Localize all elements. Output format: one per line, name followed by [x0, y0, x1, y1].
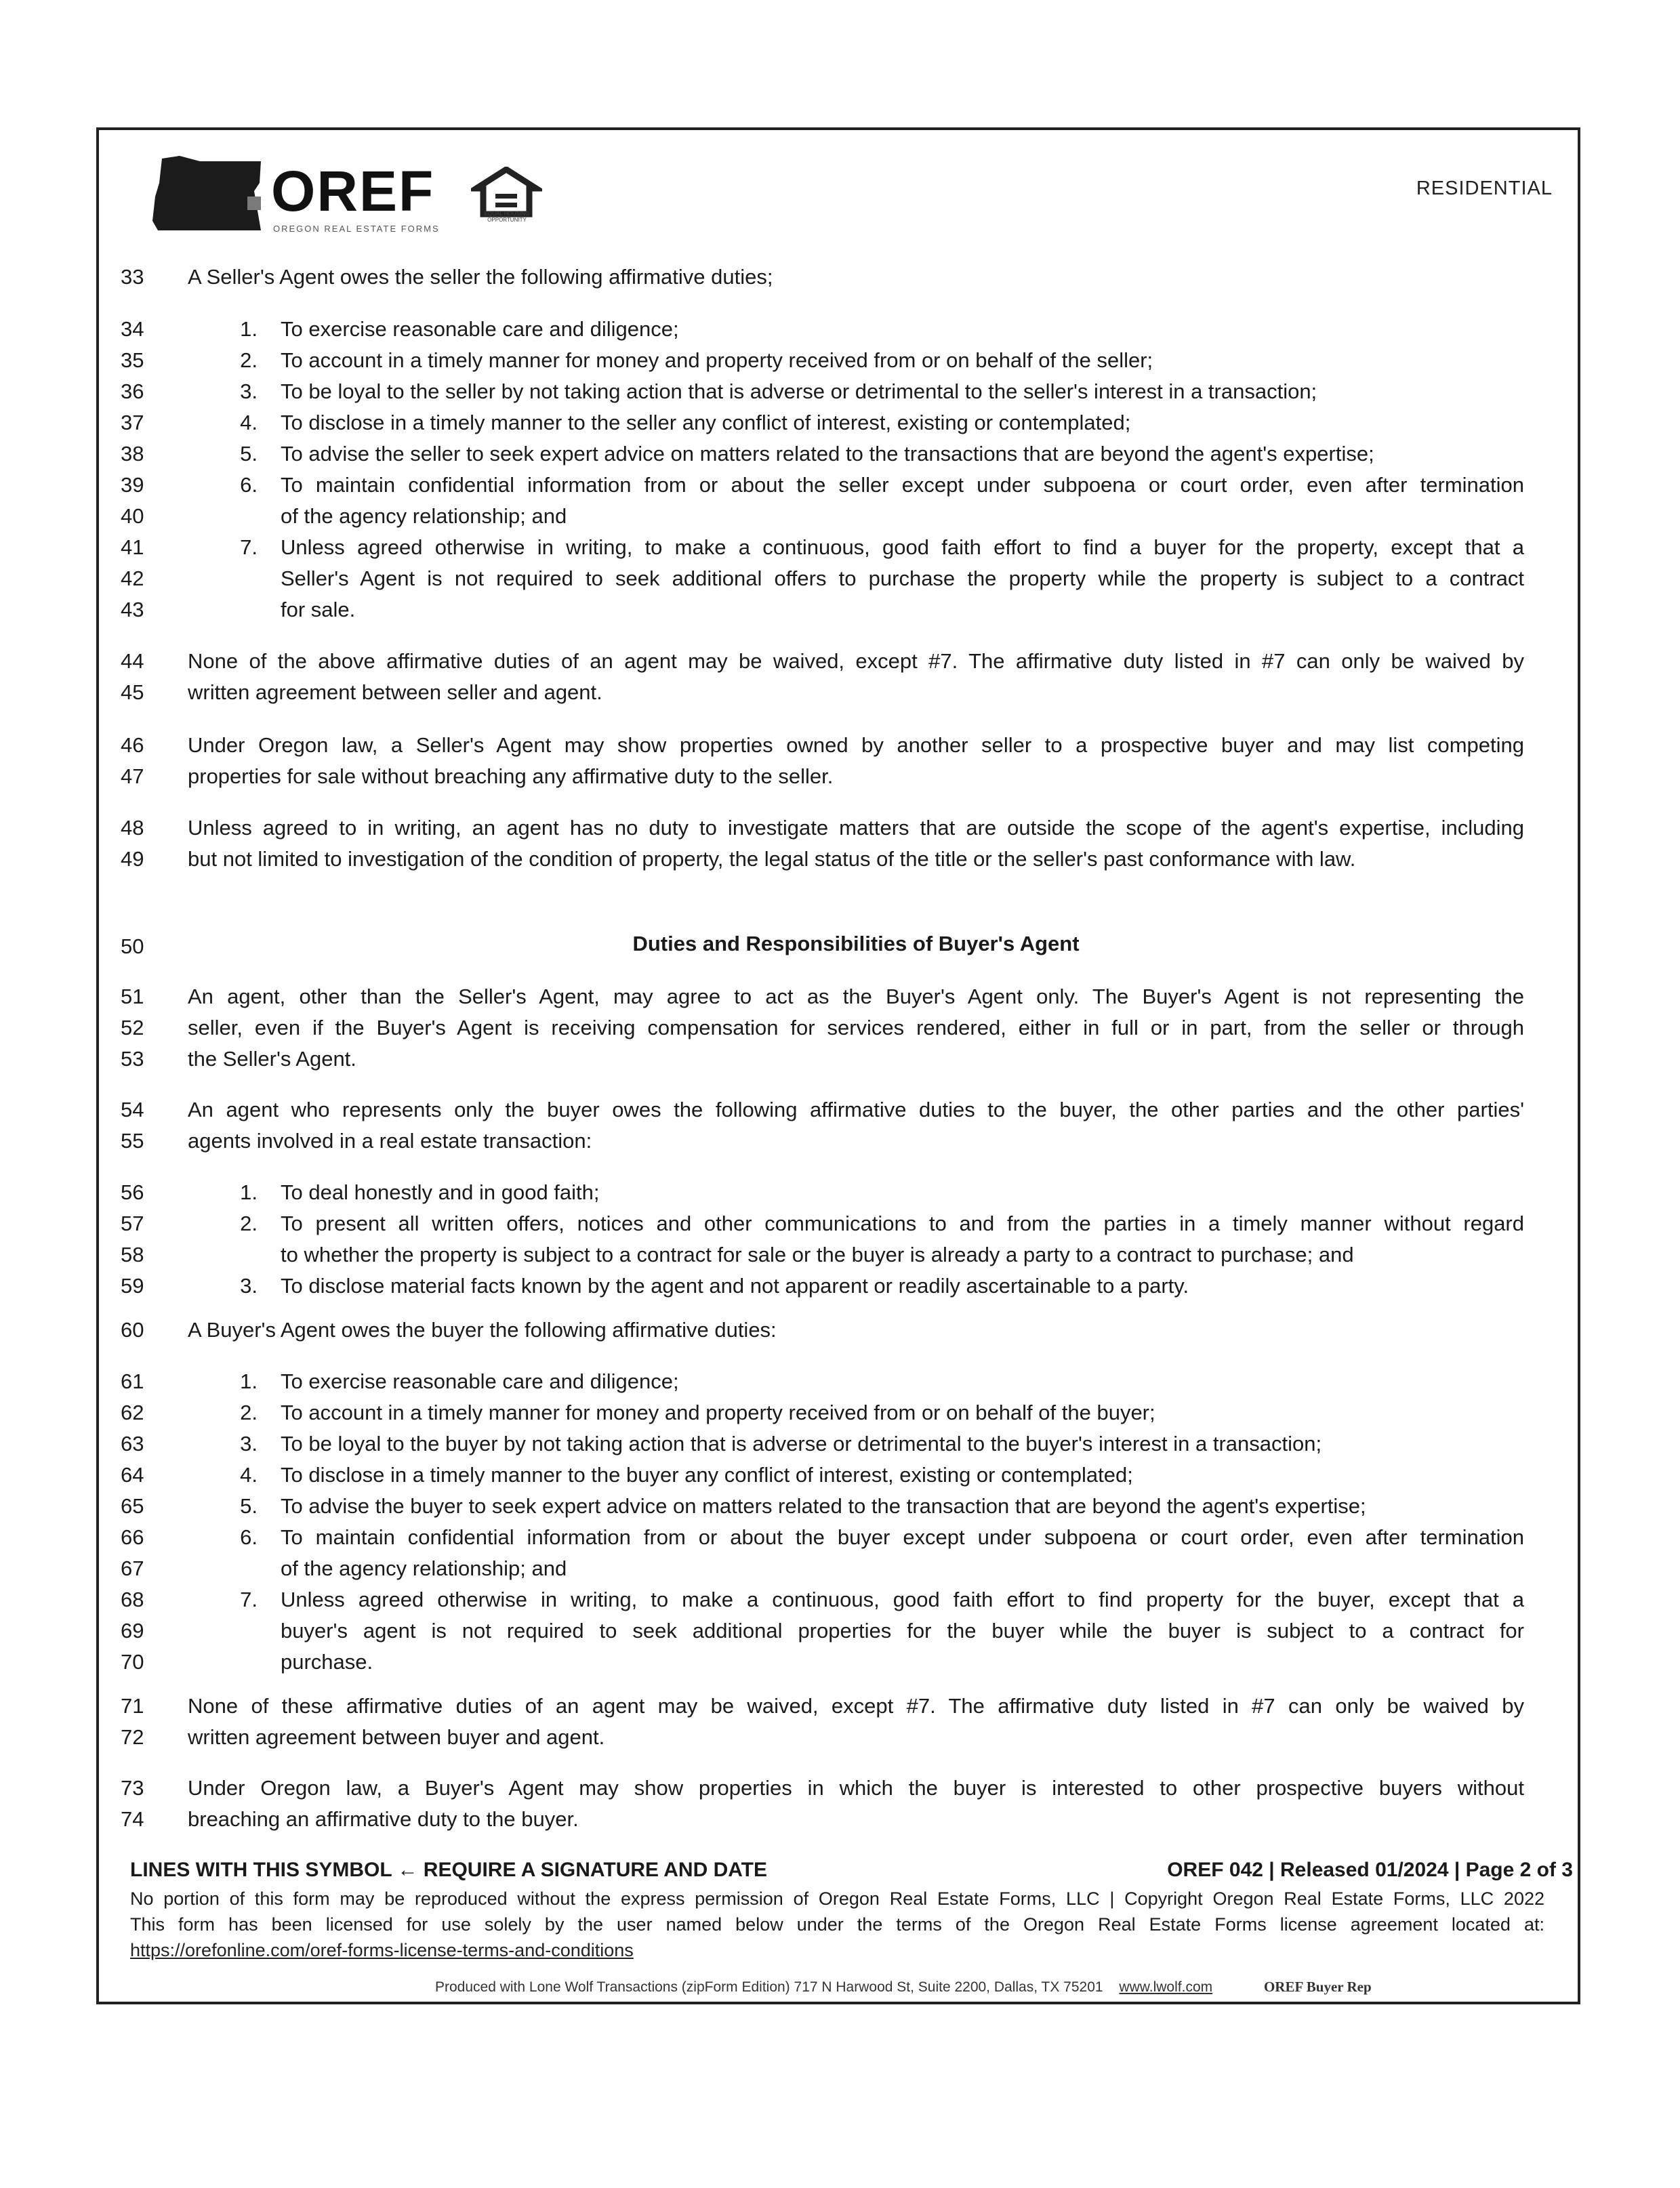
paragraph-line: seller, even if the Buyer's Agent is receiving compensation for services rendered, either in full or in part, from the seller or through: [188, 1016, 1524, 1039]
line-number: 58: [121, 1243, 144, 1266]
line-number: 68: [121, 1588, 144, 1611]
paragraph-line: A Seller's Agent owes the seller the following affirmative duties;: [188, 265, 773, 289]
line-number: 60: [121, 1318, 144, 1342]
list-number: 2.: [240, 1212, 258, 1235]
list-number: 5.: [240, 442, 258, 466]
line-number: 63: [121, 1432, 144, 1456]
list-number: 5.: [240, 1494, 258, 1518]
list-item: To maintain confidential information from or about the seller except under subpoena or court order, even after termination: [281, 473, 1524, 497]
line-number: 59: [121, 1274, 144, 1298]
line-number: 46: [121, 733, 144, 757]
list-item: To disclose in a timely manner to the seller any conflict of interest, existing or contemplated;: [281, 411, 1131, 434]
line-number: 66: [121, 1525, 144, 1549]
list-item: To present all written offers, notices and other communications to and from the parties in a timely manner without regard: [281, 1212, 1524, 1235]
line-number: 38: [121, 442, 144, 466]
line-number: 73: [121, 1776, 144, 1800]
line-number: 70: [121, 1650, 144, 1674]
list-item: To exercise reasonable care and diligence;: [281, 1369, 679, 1393]
list-number: 3.: [240, 379, 258, 403]
line-number: 61: [121, 1369, 144, 1393]
license-link[interactable]: https://orefonline.com/oref-forms-license-terms-and-conditions: [130, 1940, 634, 1960]
line-number: 44: [121, 649, 144, 673]
paragraph-line: written agreement between buyer and agent.: [188, 1725, 605, 1749]
paragraph-line: Under Oregon law, a Buyer's Agent may show properties in which the buyer is interested to other prospective buyers without: [188, 1776, 1524, 1800]
line-number: 69: [121, 1619, 144, 1643]
line-number: 37: [121, 411, 144, 434]
signature-note: LINES WITH THIS SYMBOL ← REQUIRE A SIGNATURE AND DATE: [130, 1859, 768, 1881]
list-number: 4.: [240, 1463, 258, 1487]
list-number: 1.: [240, 1369, 258, 1393]
line-number: 64: [121, 1463, 144, 1487]
paragraph-line: breaching an affirmative duty to the buyer.: [188, 1807, 579, 1831]
list-item-continued: of the agency relationship; and: [281, 504, 567, 528]
paragraph-line: written agreement between seller and agent.: [188, 680, 602, 704]
list-item-continued: buyer's agent is not required to seek additional properties for the buyer while the buyer is subject to a contract for: [281, 1619, 1524, 1643]
produced-with-text: Produced with Lone Wolf Transactions (zipForm Edition) 717 N Harwood St, Suite 2200, Dallas, TX 75201: [435, 1979, 1103, 1995]
line-number: 71: [121, 1694, 144, 1718]
line-number: 43: [121, 598, 144, 621]
paragraph-line: None of these affirmative duties of an agent may be waived, except #7. The affirmative duty listed in #7 can only be waived by: [188, 1694, 1524, 1718]
paragraph-line: None of the above affirmative duties of an agent may be waived, except #7. The affirmative duty listed in #7 can only be waived by: [188, 649, 1524, 673]
produced-with-line: [435, 1979, 1372, 1996]
list-item-continued: to whether the property is subject to a contract for sale or the buyer is already a party to a contract to purchase; and: [281, 1243, 1354, 1266]
line-number: 50: [121, 934, 144, 958]
copyright-notice: No portion of this form may be reproduced without the express permission of Oregon Real Estate Forms, LLC | Copyright Oregon Real Estate Forms, LLC 2022: [130, 1888, 1544, 1909]
line-number: 36: [121, 379, 144, 403]
list-item: To be loyal to the seller by not taking action that is adverse or detrimental to the seller's interest in a transaction;: [281, 379, 1317, 403]
line-number: 33: [121, 265, 144, 289]
logo-subtext: OREGON REAL ESTATE FORMS: [273, 224, 440, 234]
form-name: OREF Buyer Rep: [1263, 1979, 1372, 1995]
paragraph-line: An agent, other than the Seller's Agent, may agree to act as the Buyer's Agent only. The Buyer's Agent is not representing the: [188, 985, 1524, 1008]
list-number: 1.: [240, 1180, 258, 1204]
line-number: 35: [121, 348, 144, 372]
list-item: To advise the seller to seek expert advice on matters related to the transactions that are beyond the agent's expertise;: [281, 442, 1374, 466]
paragraph-line: properties for sale without breaching any affirmative duty to the seller.: [188, 764, 834, 788]
line-number: 45: [121, 680, 144, 704]
form-info: OREF 042 | Released 01/2024 | Page 2 of 3: [1167, 1859, 1573, 1881]
list-number: 6.: [240, 1525, 258, 1549]
line-number: 72: [121, 1725, 144, 1749]
form-category: RESIDENTIAL: [1416, 178, 1553, 199]
line-number: 39: [121, 473, 144, 497]
lwolf-link[interactable]: www.lwolf.com: [1119, 1979, 1213, 1995]
line-number: 49: [121, 847, 144, 871]
list-item-continued: purchase.: [281, 1650, 373, 1674]
oregon-state-icon: [152, 156, 264, 232]
oref-logo: [152, 156, 559, 237]
line-number: 52: [121, 1016, 144, 1039]
line-number: 48: [121, 816, 144, 840]
list-item: Unless agreed otherwise in writing, to make a continuous, good faith effort to find a buyer for the property, except that a: [281, 535, 1524, 559]
section-heading: Duties and Responsibilities of Buyer's Agent: [632, 932, 1080, 955]
list-number: 3.: [240, 1432, 258, 1456]
list-number: 7.: [240, 535, 258, 559]
line-number: 65: [121, 1494, 144, 1518]
list-item: To advise the buyer to seek expert advice on matters related to the transaction that are beyond the agent's expertise;: [281, 1494, 1366, 1518]
list-item: To exercise reasonable care and diligence;: [281, 317, 679, 341]
list-item-continued: for sale.: [281, 598, 356, 621]
list-number: 3.: [240, 1274, 258, 1298]
list-item: To maintain confidential information from or about the buyer except under subpoena or court order, even after termination: [281, 1525, 1524, 1549]
line-number: 53: [121, 1047, 144, 1071]
list-number: 6.: [240, 473, 258, 497]
paragraph-line: agents involved in a real estate transaction:: [188, 1129, 592, 1153]
license-notice: This form has been licensed for use solely by the user named below under the terms of the Oregon Real Estate Forms license agreement located at:: [130, 1914, 1544, 1935]
list-number: 2.: [240, 348, 258, 372]
paragraph-line: A Buyer's Agent owes the buyer the following affirmative duties:: [188, 1318, 777, 1342]
paragraph-line: the Seller's Agent.: [188, 1047, 356, 1071]
list-item: To disclose material facts known by the agent and not apparent or readily ascertainable to a party.: [281, 1274, 1189, 1298]
line-number: 54: [121, 1098, 144, 1121]
list-item: To account in a timely manner for money and property received from or on behalf of the buyer;: [281, 1401, 1155, 1424]
line-number: 57: [121, 1212, 144, 1235]
list-item: To account in a timely manner for money and property received from or on behalf of the seller;: [281, 348, 1153, 372]
list-number: 4.: [240, 411, 258, 434]
paragraph-line: An agent who represents only the buyer owes the following affirmative duties to the buyer, the other parties and the other parties': [188, 1098, 1524, 1121]
list-item: To deal honestly and in good faith;: [281, 1180, 600, 1204]
equal-housing-text: EQUAL HOUSING OPPORTUNITY: [484, 211, 530, 223]
logo-wordmark: OREF: [271, 159, 435, 223]
line-number: 41: [121, 535, 144, 559]
list-number: 7.: [240, 1588, 258, 1611]
list-item-continued: Seller's Agent is not required to seek additional offers to purchase the property while the property is subject to a contract: [281, 566, 1524, 590]
line-number: 56: [121, 1180, 144, 1204]
line-number: 40: [121, 504, 144, 528]
line-number: 42: [121, 566, 144, 590]
list-item: To be loyal to the buyer by not taking action that is adverse or detrimental to the buyer's interest in a transaction;: [281, 1432, 1322, 1456]
list-number: 1.: [240, 317, 258, 341]
paragraph-line: Unless agreed to in writing, an agent has no duty to investigate matters that are outside the scope of the agent's expertise, including: [188, 816, 1524, 840]
line-number: 67: [121, 1556, 144, 1580]
paragraph-line: but not limited to investigation of the condition of property, the legal status of the title or the seller's past conformance with law.: [188, 847, 1356, 871]
line-number: 62: [121, 1401, 144, 1424]
line-number: 55: [121, 1129, 144, 1153]
list-number: 2.: [240, 1401, 258, 1424]
line-number: 47: [121, 764, 144, 788]
list-item-continued: of the agency relationship; and: [281, 1556, 567, 1580]
list-item: Unless agreed otherwise in writing, to make a continuous, good faith effort to find property for the buyer, except that a: [281, 1588, 1524, 1611]
list-item: To disclose in a timely manner to the buyer any conflict of interest, existing or contemplated;: [281, 1463, 1133, 1487]
paragraph-line: Under Oregon law, a Seller's Agent may show properties owned by another seller to a prospective buyer and may list competing: [188, 733, 1524, 757]
line-number: 51: [121, 985, 144, 1008]
line-number: 34: [121, 317, 144, 341]
line-number: 74: [121, 1807, 144, 1831]
